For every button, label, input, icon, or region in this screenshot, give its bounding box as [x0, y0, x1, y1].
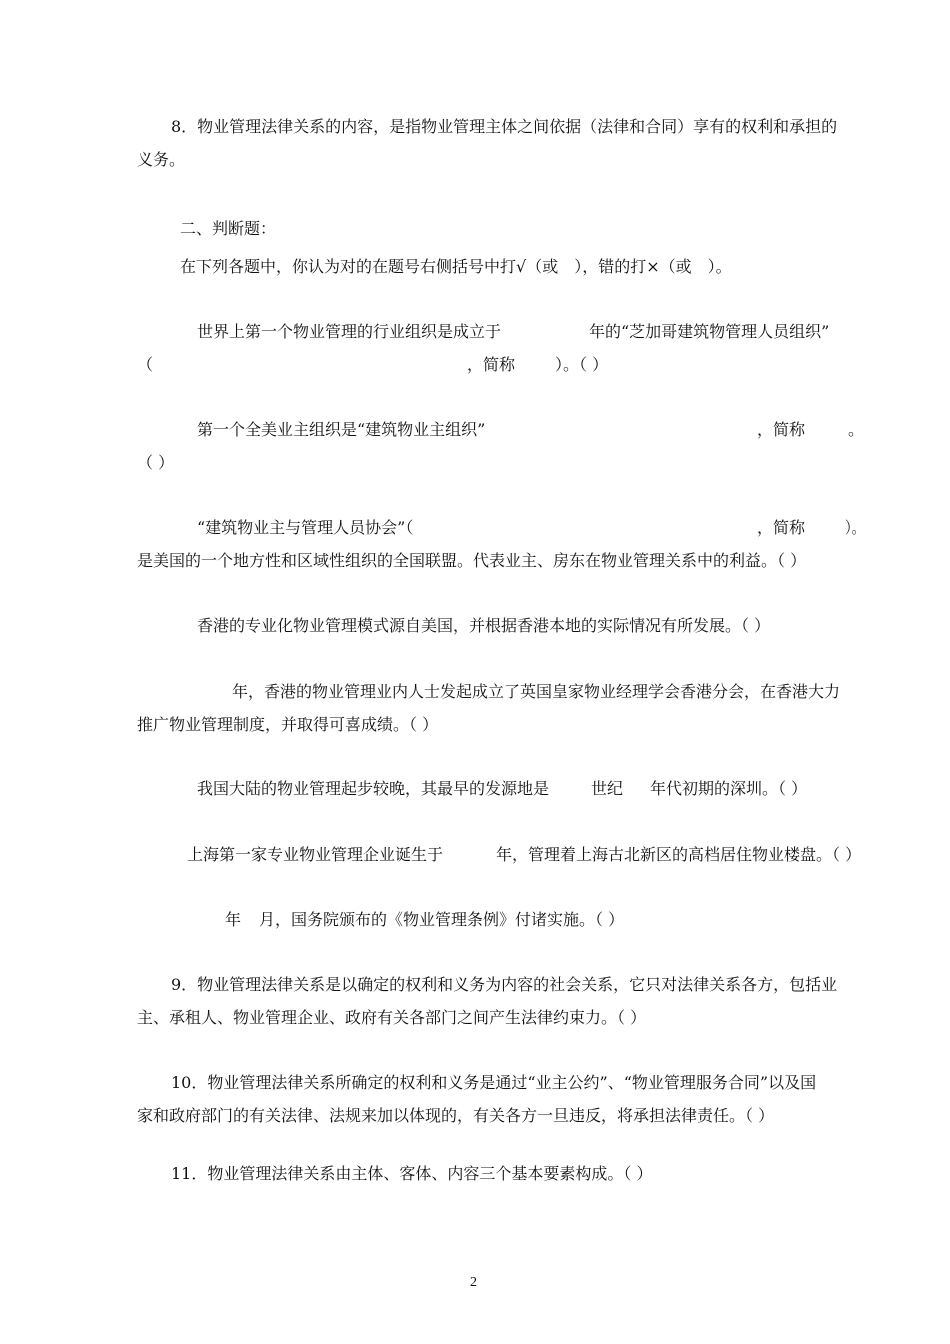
judge-2-text-c: 。: [848, 420, 865, 439]
judge-3-text-a: “建筑物业主与管理人员协会”（: [197, 518, 414, 537]
q11-text: 11．物业管理法律关系由主体、客体、内容三个基本要素构成。（ ）: [171, 1164, 653, 1183]
judge-3-text-b: ，简称: [757, 518, 806, 537]
judge-1-text-e: ）。（ ）: [555, 355, 609, 374]
judge-6-text-a: 我国大陆的物业管理起步较晚，其最早的发源地是: [197, 779, 550, 798]
q10-line-2: 家和政府部门的有关法律、法规来加以体现的，有关各方一旦违反，将承担法律责任。（ ）: [137, 1106, 775, 1125]
judge-6-text-c: 年代初期的深圳。（ ）: [650, 779, 808, 798]
judge-1-text-a: 世界上第一个物业管理的行业组织是成立于: [197, 322, 502, 341]
q9-line-1: 9．物业管理法律关系是以确定的权利和义务为内容的社会关系，它只对法律关系各方，包括业: [171, 975, 838, 994]
section-title: 二、判断题：: [180, 219, 277, 238]
judge-1-text-d: ，简称: [467, 355, 516, 374]
judge-1-text-c: （: [137, 355, 154, 374]
judge-8-text-b: 月，国务院颁布的《物业管理条例》付诸实施。（ ）: [259, 910, 625, 929]
judge-8-text-a: 年: [225, 910, 242, 929]
judge-5-text-a: 年，香港的物业管理业内人士发起成立了英国皇家物业经理学会香港分会，在香港大力: [232, 682, 841, 701]
judge-2-text-d: （ ）: [137, 453, 175, 472]
q8-line-2: 义务。: [137, 150, 186, 169]
judge-1-text-b: 年的“芝加哥建筑物管理人员组织”: [589, 322, 830, 341]
judge-2-text-a: 第一个全美业主组织是“建筑物业主组织”: [197, 420, 486, 439]
instruction: 在下列各题中，你认为对的在题号右侧括号中打√（或 ），错的打×（或 ）。: [180, 257, 732, 276]
judge-7-text-a: 上海第一家专业物业管理企业诞生于: [187, 845, 444, 864]
judge-4-text: 香港的专业化物业管理模式源自美国，并根据香港本地的实际情况有所发展。（ ）: [197, 616, 771, 635]
q9-line-2: 主、承租人、物业管理企业、政府有关各部门之间产生法律约束力。（ ）: [137, 1008, 647, 1027]
judge-3-text-c: ）。: [845, 518, 866, 537]
judge-5-text-b: 推广物业管理制度，并取得可喜成绩。（ ）: [137, 715, 439, 734]
judge-6-text-b: 世纪: [591, 779, 624, 798]
page-number: 2: [470, 1275, 477, 1290]
judge-2-text-b: ，简称: [757, 420, 806, 439]
judge-3-text-d: 是美国的一个地方性和区域性组织的全国联盟。代表业主、房东在物业管理关系中的利益。（ ）: [137, 551, 807, 570]
q10-line-1: 10．物业管理法律关系所确定的权利和义务是通过“业主公约”、“物业管理服务合同”以及国: [171, 1073, 817, 1092]
q8-line-1: 8．物业管理法律关系的内容，是指物业管理主体之间依据（法律和合同）享有的权利和承担的: [171, 117, 838, 136]
judge-7-text-b: 年，管理着上海古北新区的高档居住物业楼盘。（ ）: [496, 845, 862, 864]
